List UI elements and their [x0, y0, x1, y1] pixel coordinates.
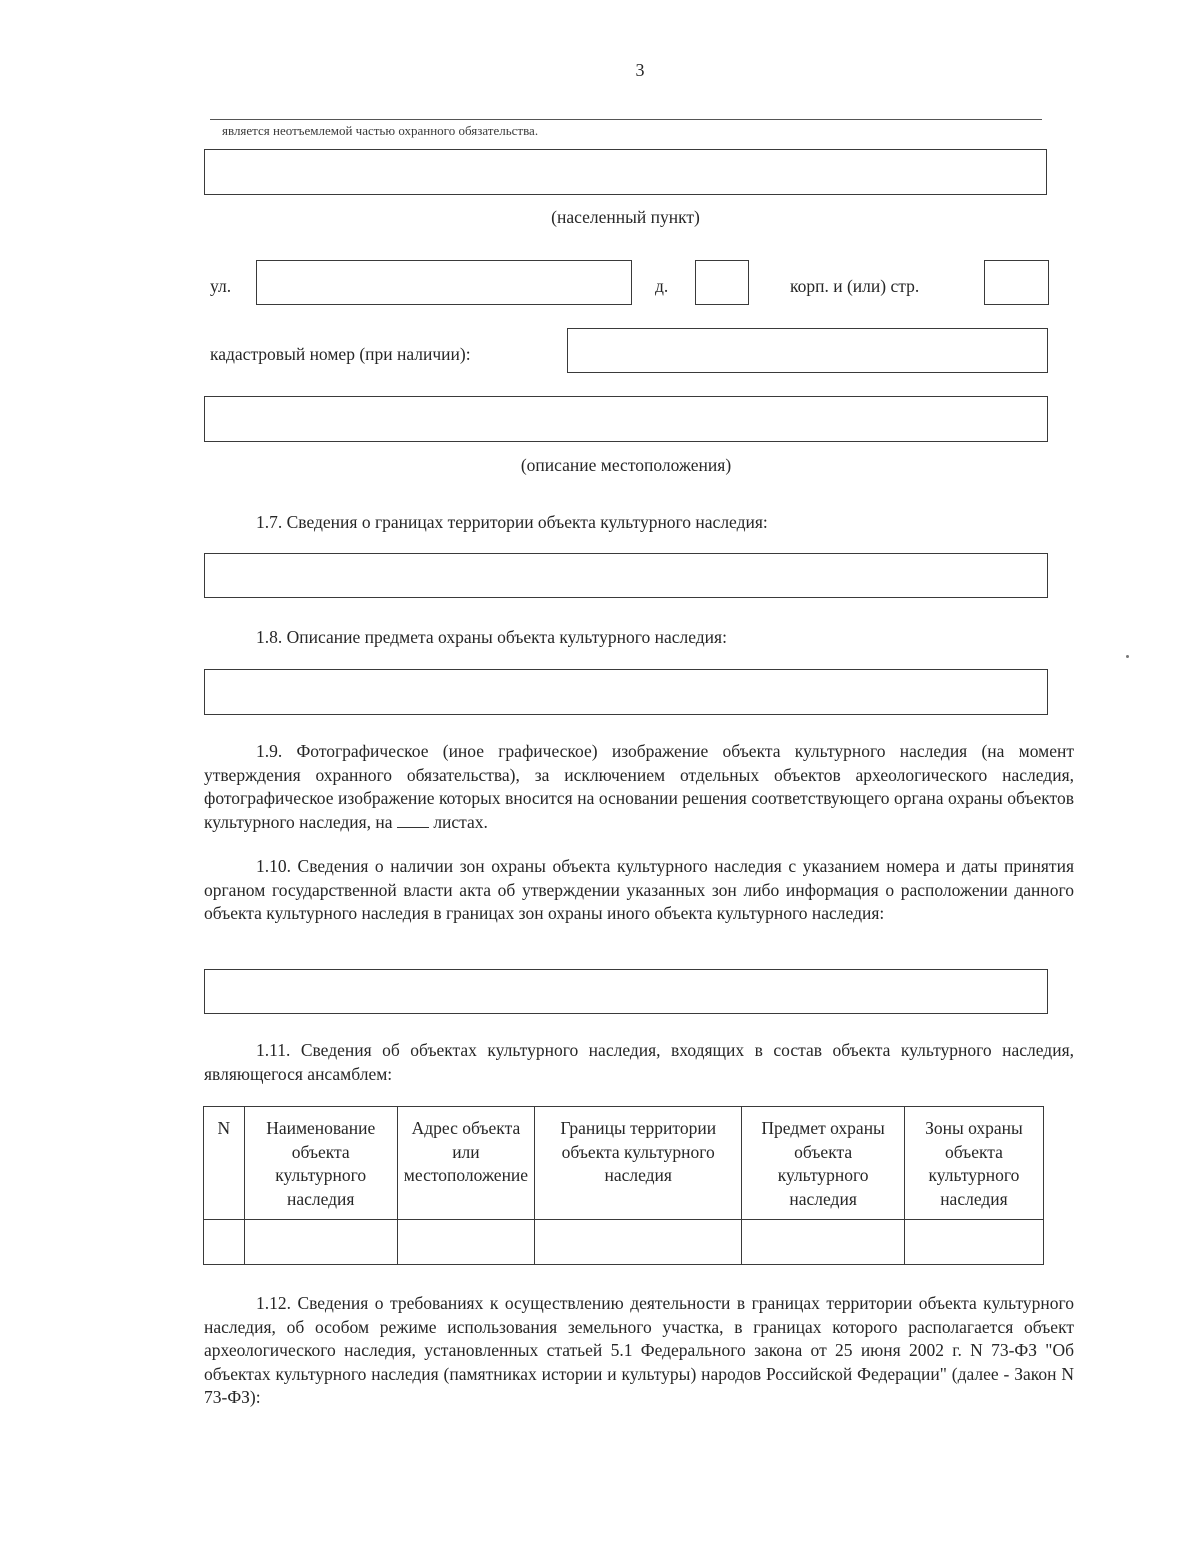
section-1-10-body: 1.10. Сведения о наличии зон охраны объекта культурного наследия с указанием номера и даты принятия органом государственной власти акта об утверждении указанных зон либо информация о расположении данного объекта культурного наследия в границах зон охраны иного объекта культурного наследия:	[204, 856, 1074, 923]
sheet-count-blank[interactable]	[397, 811, 429, 828]
col-header-number: N	[204, 1107, 245, 1220]
col-header-protection-subject: Предмет охраны объекта культурного наследия	[742, 1107, 904, 1220]
building-label: корп. и (или) стр.	[790, 276, 920, 296]
col-header-address: Адрес объекта или местоположение	[397, 1107, 534, 1220]
table-cell-protection-subject[interactable]	[742, 1220, 904, 1265]
building-field[interactable]	[984, 260, 1049, 305]
cadastral-field[interactable]	[567, 328, 1048, 373]
section-1-10-text	[204, 855, 1074, 926]
settlement-field[interactable]	[204, 149, 1047, 195]
location-caption: (описание местоположения)	[520, 455, 732, 475]
table-row	[204, 1220, 1044, 1265]
section-1-11-body: 1.11. Сведения об объектах культурного наследия, входящих в состав объекта культурного наследия, являющегося ансамблем:	[204, 1040, 1074, 1084]
house-label: д.	[655, 276, 669, 296]
section-1-9-body: 1.9. Фотографическое (иное графическое) изображение объекта культурного наследия (на момент утверждения охранного обязательства), за исключением отдельных объектов археологического наследия, фотографическое изображение которых вносится на основании решения соответствующего органа охраны объектов культурного наследия, на	[204, 741, 1074, 832]
section-1-9-tail: листах.	[433, 811, 488, 832]
col-header-boundaries: Границы территории объекта культурного наследия	[535, 1107, 742, 1220]
section-1-8-field[interactable]	[204, 669, 1048, 715]
table-header-row	[204, 1107, 1044, 1220]
col-header-protection-zones: Зоны охраны объекта культурного наследия	[904, 1107, 1043, 1220]
section-1-9-text	[204, 740, 1074, 834]
section-1-11-text	[204, 1039, 1074, 1086]
top-note: является неотъемлемой частью охранного обязательства.	[222, 123, 539, 138]
section-1-8-heading: 1.8. Описание предмета охраны объекта культурного наследия:	[256, 627, 727, 647]
table-cell-protection-zones[interactable]	[904, 1220, 1043, 1265]
ensemble-table	[203, 1106, 1044, 1265]
table-cell-address[interactable]	[397, 1220, 534, 1265]
section-1-7-heading: 1.7. Сведения о границах территории объекта культурного наследия:	[256, 512, 768, 532]
section-1-7-field[interactable]	[204, 553, 1048, 598]
top-rule	[210, 119, 1042, 120]
house-field[interactable]	[695, 260, 749, 305]
settlement-caption: (населенный пункт)	[551, 207, 700, 227]
table-cell-number[interactable]	[204, 1220, 245, 1265]
section-1-10-field[interactable]	[204, 969, 1048, 1014]
page-number: 3	[635, 60, 645, 80]
street-field[interactable]	[256, 260, 632, 305]
col-header-name: Наименование объекта культурного наследия	[244, 1107, 397, 1220]
scan-speck	[1126, 655, 1129, 658]
table-cell-name[interactable]	[244, 1220, 397, 1265]
street-label: ул.	[210, 276, 232, 296]
table-cell-boundaries[interactable]	[535, 1220, 742, 1265]
section-1-12-body: 1.12. Сведения о требованиях к осуществлению деятельности в границах территории объекта культурного наследия, об особом режиме использования земельного участка, в границах которого располагается объект археологического наследия, установленных статьей 5.1 Федерального закона от 25 июня 2002 г. N 73-ФЗ "Об объектах культурного наследия (памятниках истории и культуры) народов Российской Федерации" (далее - Закон N 73-ФЗ):	[204, 1293, 1074, 1407]
location-field[interactable]	[204, 396, 1048, 442]
cadastral-label: кадастровый номер (при наличии):	[210, 344, 471, 364]
section-1-12-text	[204, 1292, 1074, 1410]
